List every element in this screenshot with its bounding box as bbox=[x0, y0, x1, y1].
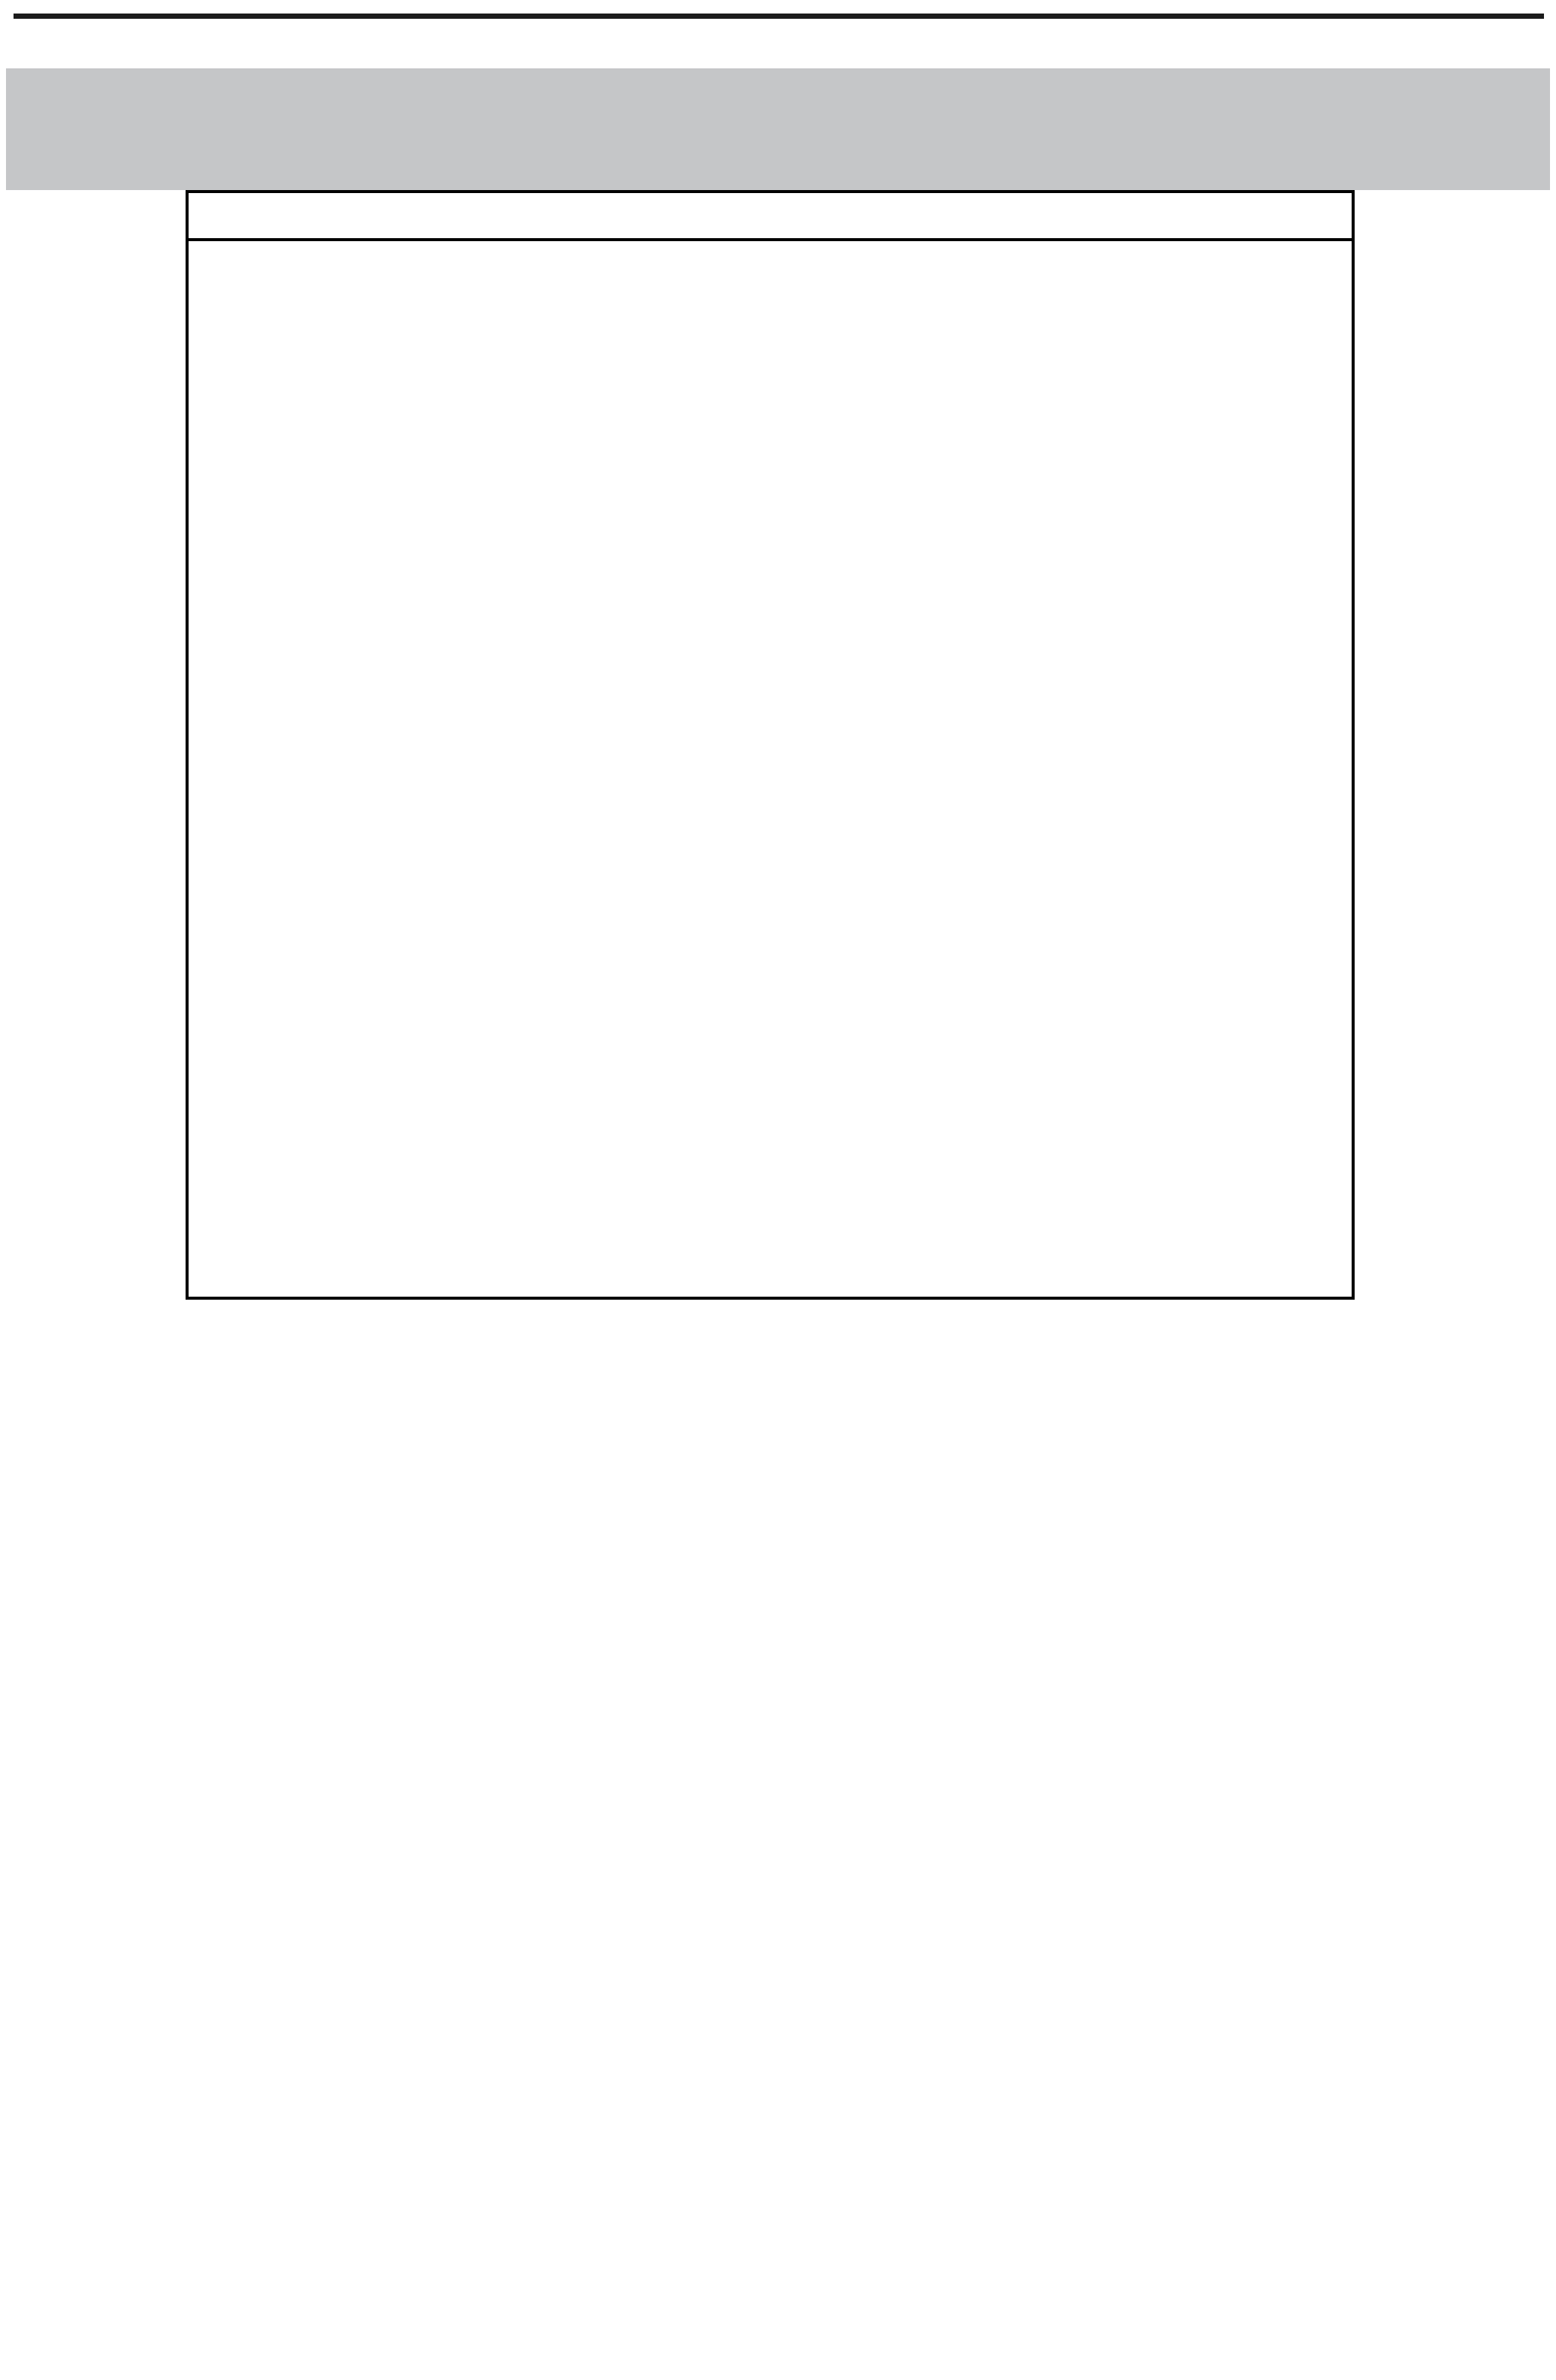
city-map bbox=[189, 241, 1352, 1297]
statute-banner bbox=[6, 68, 1550, 190]
map-box bbox=[186, 238, 1355, 1300]
header-rule bbox=[14, 14, 1544, 19]
notice-box bbox=[186, 190, 1355, 238]
notice-and-map-frame bbox=[186, 190, 1355, 1300]
amtsblatt-page bbox=[0, 6, 1556, 2380]
